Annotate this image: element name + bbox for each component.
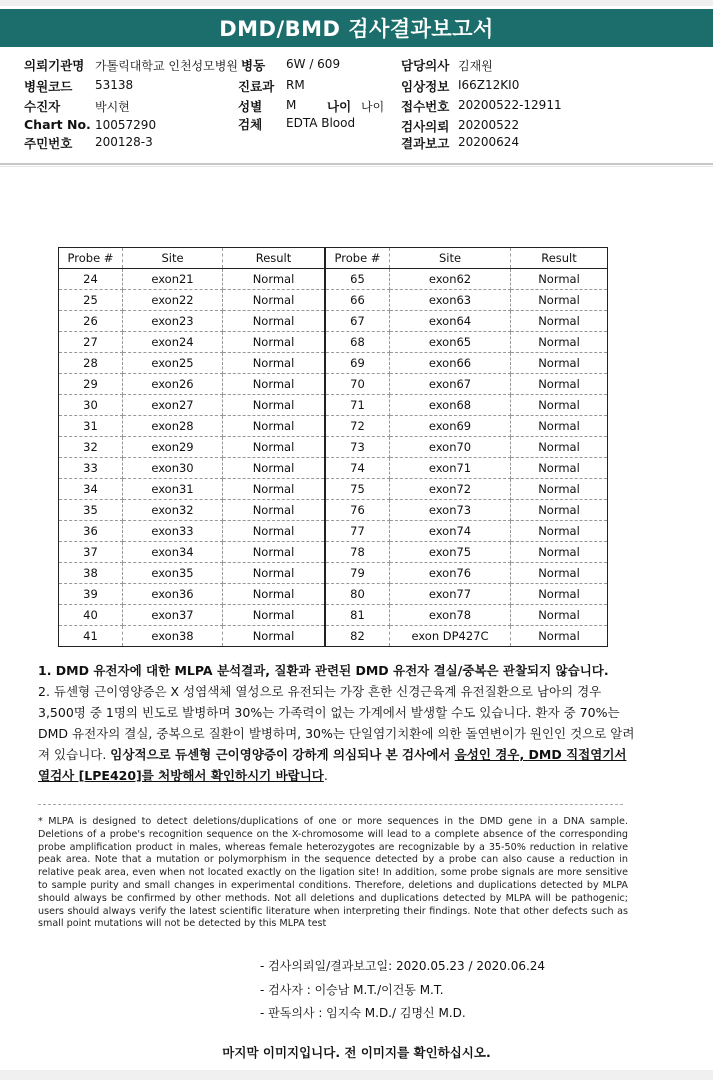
note-1: 1. DMD 유전자에 대한 MLPA 분석결과, 질환과 관련된 DMD 유전자 결실/중복은 관찰되지 않습니다. xyxy=(38,663,609,678)
probe-result: Normal xyxy=(511,395,608,416)
ward-value: 6W / 609 xyxy=(286,57,341,71)
probe-result: Normal xyxy=(511,437,608,458)
probe-site: exon62 xyxy=(390,269,511,290)
column-header: Site xyxy=(123,248,223,269)
probe-result: Normal xyxy=(511,605,608,626)
probe-number: 39 xyxy=(59,584,123,605)
table-row xyxy=(59,500,325,521)
probe-site: exon64 xyxy=(390,311,511,332)
table-row xyxy=(59,521,325,542)
resident-no-value: 200128-3 xyxy=(95,135,153,149)
table-row xyxy=(326,605,608,626)
accession-label: 접수번호 xyxy=(401,99,450,114)
probe-site: exon22 xyxy=(123,290,223,311)
meta-physicians: - 판독의사 : 임지숙 M.D./ 김명신 M.D. xyxy=(260,1006,466,1020)
notes-divider xyxy=(38,804,623,805)
probe-number: 77 xyxy=(326,521,390,542)
probe-result: Normal xyxy=(223,458,325,479)
probe-number: 30 xyxy=(59,395,123,416)
probe-number: 29 xyxy=(59,374,123,395)
probe-result: Normal xyxy=(223,563,325,584)
patient-value: 박시현 xyxy=(95,100,130,114)
probe-result: Normal xyxy=(511,563,608,584)
probe-site: exon25 xyxy=(123,353,223,374)
report-title: DMD/BMD 검사결과보고서 xyxy=(0,9,713,47)
meta-dates: - 검사의뢰일/결과보고일: 2020.05.23 / 2020.06.24 xyxy=(260,959,546,973)
column-header: Result xyxy=(223,248,325,269)
probe-number: 75 xyxy=(326,479,390,500)
probe-result: Normal xyxy=(511,374,608,395)
probe-result: Normal xyxy=(538,629,580,643)
probe-table-left xyxy=(58,247,325,647)
note-2-period: . xyxy=(323,768,328,783)
table-row xyxy=(326,311,608,332)
probe-result: Normal xyxy=(223,416,325,437)
table-row xyxy=(59,479,325,500)
probe-number: 81 xyxy=(326,605,390,626)
probe-site: exon38 xyxy=(123,626,223,647)
probe-number: 78 xyxy=(326,542,390,563)
probe-site: exon34 xyxy=(123,542,223,563)
probe-result: Normal xyxy=(223,311,325,332)
bottom-strip xyxy=(0,1070,713,1080)
probe-site: exon68 xyxy=(390,395,511,416)
probe-number: 35 xyxy=(59,500,123,521)
report-date-value: 20200624 xyxy=(458,135,520,149)
probe-site: exon23 xyxy=(123,311,223,332)
specimen-label: 검체 xyxy=(238,117,263,132)
chart-no-value: 10057290 xyxy=(95,118,157,132)
table-row xyxy=(326,521,608,542)
table-row xyxy=(326,500,608,521)
note-2-emphasis: 임상적으로 듀센형 근이영양증이 강하게 의심되나 본 검사에서 xyxy=(110,747,455,762)
probe-site: exon78 xyxy=(390,605,511,626)
probe-site: exon63 xyxy=(390,290,511,311)
probe-number: 67 xyxy=(326,311,390,332)
table-row xyxy=(326,290,608,311)
top-strip xyxy=(0,0,713,6)
probe-result: Normal xyxy=(511,311,608,332)
probe-number: 25 xyxy=(59,290,123,311)
probe-result: Normal xyxy=(511,269,608,290)
table-row xyxy=(59,353,325,374)
hospital-code-label: 병원코드 xyxy=(24,79,73,94)
report-date-label: 결과보고 xyxy=(401,136,450,151)
probe-number: 34 xyxy=(59,479,123,500)
table-row xyxy=(326,269,608,290)
probe-site: exon35 xyxy=(123,563,223,584)
probe-result: Normal xyxy=(511,521,608,542)
probe-result: Normal xyxy=(223,542,325,563)
age-label: 나이 xyxy=(327,99,352,114)
probe-result: Normal xyxy=(511,542,608,563)
note-2-emphasis-underlined: 음성인 경우, DMD 직접염기서열검사 [LPE420]를 처방해서 확인하시기 바랍니다 xyxy=(38,747,627,783)
chart-no-label: Chart No. xyxy=(24,117,91,132)
table-header-row xyxy=(59,248,325,269)
probe-site: exon70 xyxy=(390,437,511,458)
probe-number: 41 xyxy=(59,626,123,647)
table-row xyxy=(59,542,325,563)
probe-number: 37 xyxy=(59,542,123,563)
table-row xyxy=(326,563,608,584)
probe-number: 82 xyxy=(326,626,390,647)
probe-result: Normal xyxy=(511,416,608,437)
probe-site: exon67 xyxy=(390,374,511,395)
probe-result: Normal xyxy=(223,500,325,521)
footer-note: 마지막 이미지입니다. 전 이미지를 확인하십시오. xyxy=(222,1045,491,1060)
probe-site: exon77 xyxy=(390,584,511,605)
ward-label: 병동 xyxy=(241,58,266,73)
probe-site: exon72 xyxy=(390,479,511,500)
hospital-code-value: 53138 xyxy=(95,78,134,92)
probe-site: exon66 xyxy=(390,353,511,374)
probe-result: Normal xyxy=(223,479,325,500)
probe-result: Normal xyxy=(223,269,325,290)
probe-result: Normal xyxy=(223,395,325,416)
mlpa-disclaimer: * MLPA is designed to detect deletions/duplications of one or more sequences in the DMD gene in a DNA sample. Deletions of a probe's recognition sequence on the X-chromosome will lead to a complete absence of the corresponding probe amplification product in males, whereas female heterozygotes are recognizable by a 35-50% reduction in relative peak area. Note that a mutation or polymorphism in the sequence detected by a probe can also cause a reduction in relative peak area, even when not located exactly on the ligation site! In addition, some probe signals are more sensitive to sample purity and small changes in experimental conditions. Therefore, deletions and duplications detected by MLPA should always be confirmed by other methods. Not all deletions and duplications detected by MLPA will be pathogenic; users should always verify the latest scientific literature when interpreting their findings. Note that other defects such as small point mutations will not be detected by this MLPA test xyxy=(38,816,628,930)
table-row xyxy=(59,626,325,647)
probe-site: exon28 xyxy=(123,416,223,437)
probe-number: 36 xyxy=(59,521,123,542)
result-notes xyxy=(38,660,638,786)
sex-label: 성별 xyxy=(238,99,263,114)
table-row xyxy=(326,626,608,647)
table-row xyxy=(326,437,608,458)
probe-site: exon24 xyxy=(123,332,223,353)
probe-number: 28 xyxy=(59,353,123,374)
probe-number: 68 xyxy=(326,332,390,353)
column-header: Result xyxy=(511,248,608,269)
table-row xyxy=(326,416,608,437)
probe-number: 79 xyxy=(326,563,390,584)
table-row xyxy=(59,563,325,584)
probe-result: Normal xyxy=(223,521,325,542)
doctor-label: 담당의사 xyxy=(401,58,450,73)
probe-number: 76 xyxy=(326,500,390,521)
table-row xyxy=(59,332,325,353)
probe-number: 80 xyxy=(326,584,390,605)
table-row xyxy=(326,332,608,353)
probe-result: Normal xyxy=(223,332,325,353)
probe-number: 38 xyxy=(59,563,123,584)
doctor-value: 김재원 xyxy=(458,59,493,73)
sex-value: M xyxy=(286,98,297,112)
probe-site: exon71 xyxy=(390,458,511,479)
column-header: Site xyxy=(390,248,511,269)
probe-site: exon37 xyxy=(123,605,223,626)
probe-result: Normal xyxy=(223,605,325,626)
probe-site: exon76 xyxy=(390,563,511,584)
probe-result: Normal xyxy=(511,500,608,521)
table-row xyxy=(59,416,325,437)
probe-number: 71 xyxy=(326,395,390,416)
probe-site: exon73 xyxy=(390,500,511,521)
department-value: RM xyxy=(286,78,305,92)
table-row xyxy=(59,437,325,458)
probe-number: 73 xyxy=(326,437,390,458)
probe-result: Normal xyxy=(223,290,325,311)
probe-number: 32 xyxy=(59,437,123,458)
table-row xyxy=(326,395,608,416)
table-row xyxy=(59,269,325,290)
table-row xyxy=(326,458,608,479)
table-row xyxy=(326,479,608,500)
probe-site: exon33 xyxy=(123,521,223,542)
probe-result: Normal xyxy=(511,458,608,479)
table-row xyxy=(59,374,325,395)
institution-label: 의뢰기관명 xyxy=(24,58,85,73)
header-divider-shadow xyxy=(0,166,713,167)
table-row xyxy=(326,584,608,605)
column-header: Probe # xyxy=(326,248,390,269)
probe-site: exon32 xyxy=(123,500,223,521)
probe-table-right xyxy=(325,247,608,647)
probe-result: Normal xyxy=(223,437,325,458)
probe-result: Normal xyxy=(511,584,608,605)
request-date-label: 검사의뢰 xyxy=(401,119,450,134)
clinical-info-value: I66Z12KI0 xyxy=(458,78,520,92)
age-value: 나이 xyxy=(361,100,385,114)
probe-number: 72 xyxy=(326,416,390,437)
table-row xyxy=(326,353,608,374)
probe-result: Normal xyxy=(511,332,608,353)
probe-site: exon65 xyxy=(390,332,511,353)
header-divider xyxy=(0,163,713,165)
probe-number: 69 xyxy=(326,353,390,374)
probe-site: exon26 xyxy=(123,374,223,395)
probe-number: 70 xyxy=(326,374,390,395)
probe-site: exon75 xyxy=(390,542,511,563)
probe-result: Normal xyxy=(223,584,325,605)
probe-result: Normal xyxy=(252,629,295,643)
note-2 xyxy=(38,681,638,786)
probe-site: exon30 xyxy=(123,458,223,479)
probe-number: 26 xyxy=(59,311,123,332)
probe-site: exon27 xyxy=(123,395,223,416)
probe-number: 65 xyxy=(326,269,390,290)
request-date-value: 20200522 xyxy=(458,118,520,132)
column-header: Probe # xyxy=(59,248,123,269)
probe-result: Normal xyxy=(511,353,608,374)
accession-value: 20200522-12911 xyxy=(458,98,562,112)
probe-result: Normal xyxy=(511,290,608,311)
table-row xyxy=(59,584,325,605)
resident-no-label: 주민번호 xyxy=(24,136,73,151)
table-row xyxy=(59,395,325,416)
probe-site: exon DP427C xyxy=(390,626,511,647)
probe-site: exon69 xyxy=(390,416,511,437)
probe-result: Normal xyxy=(511,479,608,500)
probe-number: 33 xyxy=(59,458,123,479)
clinical-info-label: 임상정보 xyxy=(401,79,450,94)
probe-result: Normal xyxy=(223,374,325,395)
table-row xyxy=(59,311,325,332)
specimen-value: EDTA Blood xyxy=(286,116,356,130)
probe-number: 40 xyxy=(59,605,123,626)
probe-site: exon31 xyxy=(123,479,223,500)
probe-site: exon21 xyxy=(123,269,223,290)
probe-number: 24 xyxy=(59,269,123,290)
table-row xyxy=(59,605,325,626)
institution-value: 가톨릭대학교 인천성모병원 xyxy=(95,59,238,73)
table-row xyxy=(59,458,325,479)
probe-site: exon74 xyxy=(390,521,511,542)
table-row xyxy=(326,542,608,563)
table-header-row xyxy=(326,248,608,269)
table-row xyxy=(326,374,608,395)
probe-site: exon29 xyxy=(123,437,223,458)
probe-result: Normal xyxy=(223,353,325,374)
department-label: 진료과 xyxy=(238,79,275,94)
table-row xyxy=(59,290,325,311)
probe-number: 66 xyxy=(326,290,390,311)
note-2-body: 2. 듀센형 근이영양증은 X 성염색체 열성으로 유전되는 가장 흔한 신경근육계 유전질환으로 남아의 경우 3,500명 중 1명의 빈도로 발병하며 30%는 가족력이 없는 가계에서 발생할 수도 있습니다. 환자 중 70%는 DMD 유전자의 결실, 중복으로 질환이 발병하며, 30%는 단일염기치환에 의한 돌연변이가 원인인 것으로 알려져 있습니다. xyxy=(38,684,635,762)
probe-number: 31 xyxy=(59,416,123,437)
probe-number: 27 xyxy=(59,332,123,353)
header-info xyxy=(0,52,713,162)
meta-examiners: - 검사자 : 이승남 M.T./이건동 M.T. xyxy=(260,983,444,997)
probe-number: 74 xyxy=(326,458,390,479)
probe-site: exon36 xyxy=(123,584,223,605)
patient-label: 수진자 xyxy=(24,99,61,114)
